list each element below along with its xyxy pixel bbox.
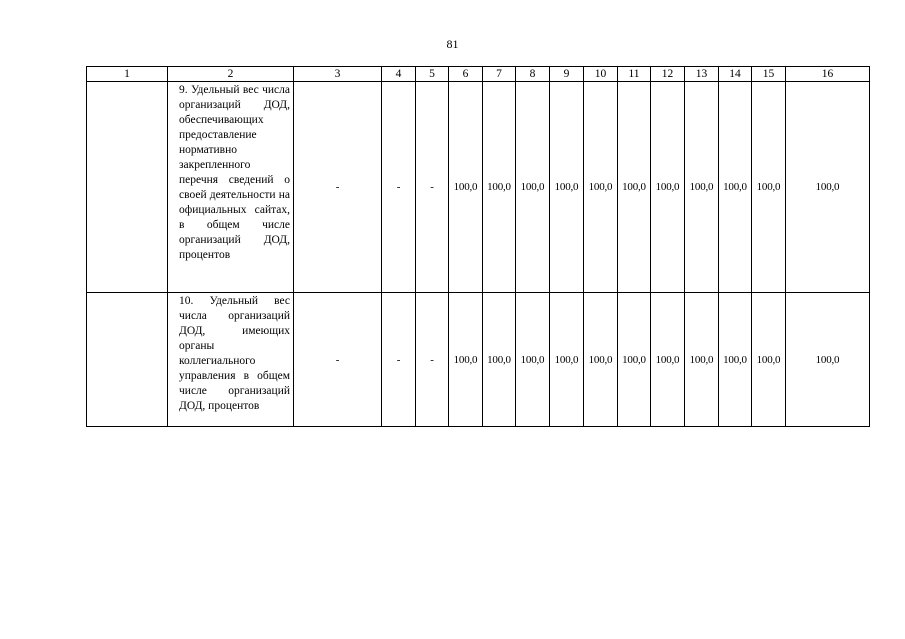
column-header-10: 10	[584, 67, 618, 82]
indicator-description: 10. Удельный вес числа организаций ДОД, имеющих органы коллегиального управления в общем числе организаций ДОД, процентов	[168, 293, 294, 427]
value-cell-col-15: 100,0	[752, 293, 786, 427]
value-cell-col-15: 100,0	[752, 82, 786, 293]
value-cell-col-3: -	[294, 293, 382, 427]
value-cell-col-11: 100,0	[618, 293, 651, 427]
page-number: 81	[446, 37, 459, 51]
value-cell-col-5: -	[416, 82, 449, 293]
table-row	[87, 82, 870, 293]
value-cell-col-3: -	[294, 82, 382, 293]
value-cell-col-6: 100,0	[449, 82, 483, 293]
column-header-9: 9	[550, 67, 584, 82]
value-cell-col-14: 100,0	[719, 82, 752, 293]
value-cell-col-14: 100,0	[719, 293, 752, 427]
value-cell-col-12: 100,0	[651, 293, 685, 427]
column-header-4: 4	[382, 67, 416, 82]
value-cell-col-4: -	[382, 293, 416, 427]
column-header-11: 11	[618, 67, 651, 82]
column-header-7: 7	[483, 67, 516, 82]
column-header-8: 8	[516, 67, 550, 82]
value-cell-col-9: 100,0	[550, 293, 584, 427]
value-cell-col-7: 100,0	[483, 82, 516, 293]
column-header-1: 1	[87, 67, 168, 82]
value-cell-col-6: 100,0	[449, 293, 483, 427]
value-cell-col-11: 100,0	[618, 82, 651, 293]
header-row	[87, 67, 870, 82]
value-cell-col-16: 100,0	[786, 82, 870, 293]
row-number-cell	[87, 82, 168, 293]
indicator-description: 9. Удельный вес числа организаций ДОД, обеспечивающих предоставление нормативно закрепленного перечня сведений о своей деятельности на официальных сайтах, в общем числе организаций ДОД, процентов	[168, 82, 294, 293]
column-header-14: 14	[719, 67, 752, 82]
value-cell-col-5: -	[416, 293, 449, 427]
column-header-13: 13	[685, 67, 719, 82]
table-row	[87, 293, 870, 427]
value-cell-col-13: 100,0	[685, 82, 719, 293]
value-cell-col-4: -	[382, 82, 416, 293]
value-cell-col-8: 100,0	[516, 293, 550, 427]
column-header-5: 5	[416, 67, 449, 82]
value-cell-col-7: 100,0	[483, 293, 516, 427]
value-cell-col-12: 100,0	[651, 82, 685, 293]
column-header-16: 16	[786, 67, 870, 82]
value-cell-col-13: 100,0	[685, 293, 719, 427]
row-number-cell	[87, 293, 168, 427]
column-header-12: 12	[651, 67, 685, 82]
value-cell-col-10: 100,0	[584, 293, 618, 427]
value-cell-col-9: 100,0	[550, 82, 584, 293]
value-cell-col-8: 100,0	[516, 82, 550, 293]
column-header-6: 6	[449, 67, 483, 82]
value-cell-col-16: 100,0	[786, 293, 870, 427]
value-cell-col-10: 100,0	[584, 82, 618, 293]
column-header-15: 15	[752, 67, 786, 82]
column-header-3: 3	[294, 67, 382, 82]
column-header-2: 2	[168, 67, 294, 82]
indicator-table	[86, 66, 870, 427]
